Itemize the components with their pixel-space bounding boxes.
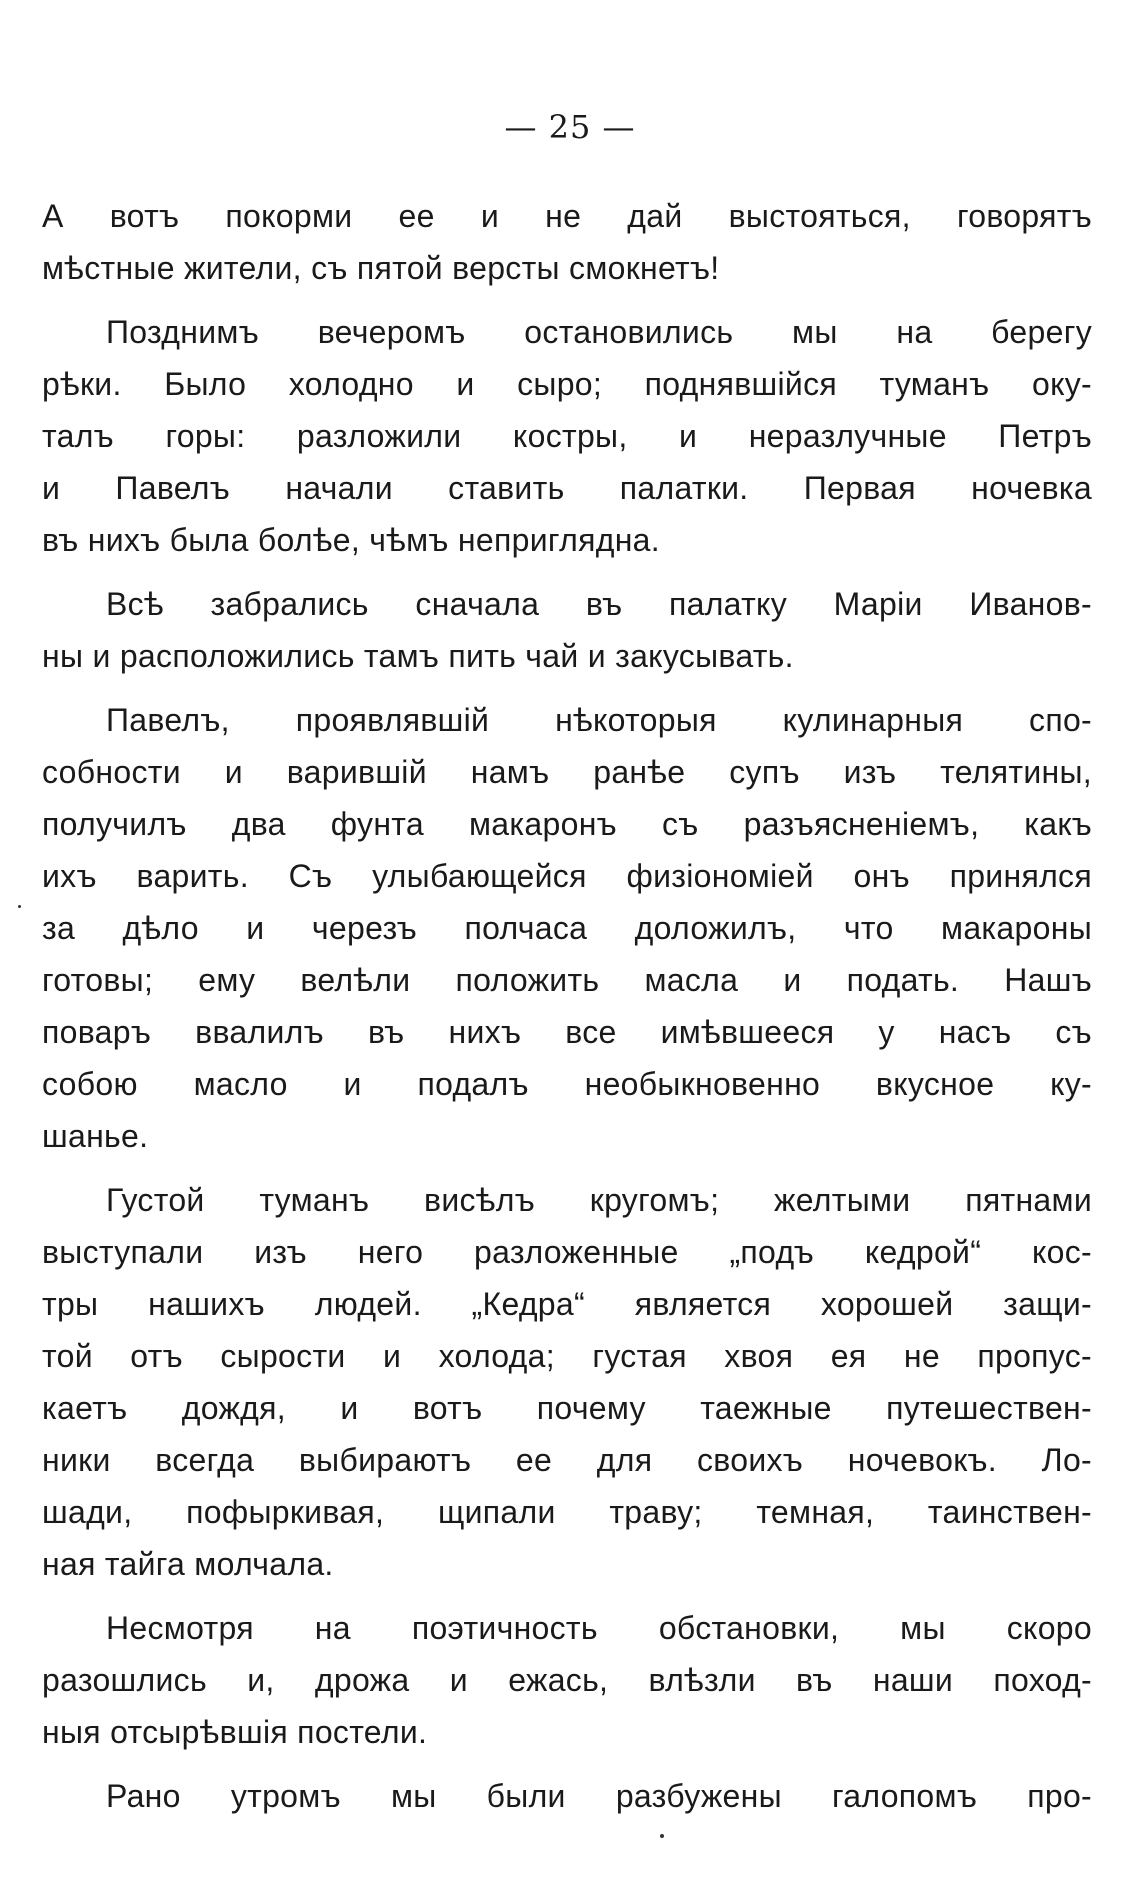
text-line: готовы; ему велѣли положить масла и подать. Нашъ [42,962,1092,998]
text-line: ихъ варить. Съ улыбающейся физіономіей онъ принялся [42,858,1092,894]
paragraph-6 [42,1602,1092,1758]
text-line: ная тайга молчала. [42,1546,334,1582]
print-speck [18,905,21,908]
text-line: каетъ дождя, и вотъ почему таежные путешествен- [42,1390,1092,1426]
print-speck [660,1834,664,1838]
text-line: тры нашихъ людей. „Кедра“ является хорошей защи- [42,1286,1092,1322]
text-line: получилъ два фунта макаронъ съ разъясненіемъ, какъ [42,806,1092,842]
paragraph-2 [42,306,1092,566]
text-line: той отъ сырости и холода; густая хвоя ея не пропус- [42,1338,1092,1374]
text-line: рѣки. Было холодно и сыро; поднявшійся туманъ оку- [42,366,1092,402]
text-line: ны и расположились тамъ пить чай и закусывать. [42,638,794,674]
text-line: разошлись и, дрожа и ежась, влѣзли въ наши поход- [42,1662,1092,1698]
paragraph-7 [42,1770,1092,1822]
page-number: — 25 — [504,108,636,146]
text-line: шанье. [42,1118,149,1154]
text-line: ники всегда выбираютъ ее для своихъ ночевокъ. Ло- [42,1442,1092,1478]
text-line: Всѣ забрались сначала въ палатку Маріи Иванов- [106,586,1092,622]
text-line: и Павелъ начали ставить палатки. Первая ночевка [42,470,1092,506]
text-line: Густой туманъ висѣлъ кругомъ; желтыми пятнами [106,1182,1092,1218]
paragraph-4 [42,694,1092,1162]
text-line: мѣстные жители, съ пятой версты смокнетъ! [42,250,720,286]
text-line: шади, пофыркивая, щипали траву; темная, таинствен- [42,1494,1092,1530]
text-line: выступали изъ него разложенные „подъ кедрой“ кос- [42,1234,1092,1270]
text-line: талъ горы: разложили костры, и неразлучные Петръ [42,418,1092,454]
text-line: за дѣло и черезъ полчаса доложилъ, что макароны [42,910,1092,946]
text-line: А вотъ покорми ее и не дай выстояться, говорятъ [42,198,1092,234]
paragraph-3 [42,578,1092,682]
text-line: Позднимъ вечеромъ остановились мы на берегу [106,314,1092,350]
paragraph-5 [42,1174,1092,1590]
text-body [42,190,1092,1834]
text-line: Павелъ, проявлявшій нѣкоторыя кулинарныя спо- [106,702,1092,738]
text-line: Рано утромъ мы были разбужены галопомъ про- [106,1778,1092,1814]
text-line: поваръ ввалилъ въ нихъ все имѣвшееся у насъ съ [42,1014,1092,1050]
text-line: въ нихъ была болѣе, чѣмъ непригляднa. [42,522,660,558]
text-line: собности и варившій намъ ранѣе супъ изъ телятины, [42,754,1092,790]
text-line: собою масло и подалъ необыкновенно вкусное ку- [42,1066,1092,1102]
text-line: Несмотря на поэтичность обстановки, мы скоро [106,1610,1092,1646]
text-line: ныя отсырѣвшія постели. [42,1714,428,1750]
paragraph-1 [42,190,1092,294]
